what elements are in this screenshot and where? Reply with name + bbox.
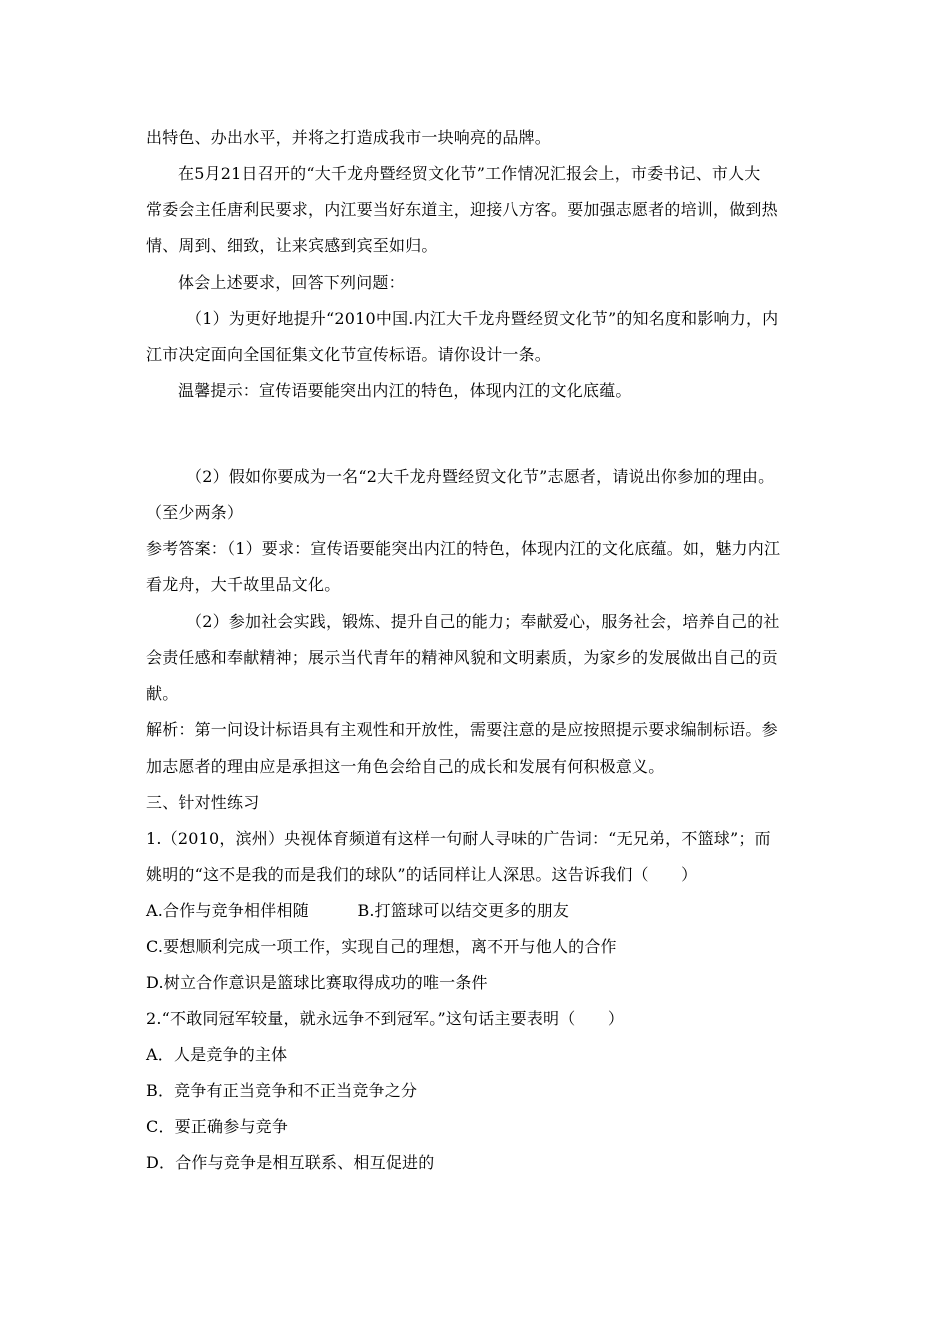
question-line: （1）为更好地提升“2010中国.内江大千龙舟暨经贸文化节”的知名度和影响力，内 <box>186 309 779 328</box>
option-line: A．人是竞争的主体 <box>146 1045 288 1064</box>
question-line: 江市决定面向全国征集文化节宣传标语。请你设计一条。 <box>146 345 552 364</box>
answer-line: 会责任感和奉献精神；展示当代青年的精神风貌和文明素质，为家乡的发展做出自己的贡 <box>146 648 778 667</box>
answer-line: （2）参加社会实践，锻炼、提升自己的能力；奉献爱心，服务社会，培养自己的社 <box>186 612 780 631</box>
option-line: A.合作与竞争相伴相随 B.打篮球可以结交更多的朋友 <box>146 901 570 920</box>
question-line: （至少两条） <box>146 503 244 522</box>
paragraph-line: 常委会主任唐利民要求，内江要当好东道主，迎接八方客。要加强志愿者的培训，做到热 <box>146 200 778 219</box>
answer-line: 献。 <box>146 684 179 703</box>
answer-line: 参考答案：（1）要求：宣传语要能突出内江的特色，体现内江的文化底蕴。如，魅力内江 <box>146 539 781 558</box>
analysis-line: 加志愿者的理由应是承担这一角色会给自己的成长和发展有何积极意义。 <box>146 757 665 776</box>
answer-line: 看龙舟，大千故里品文化。 <box>146 575 341 594</box>
option-line: D.树立合作意识是篮球比赛取得成功的唯一条件 <box>146 973 488 992</box>
hint-line: 温馨提示：宣传语要能突出内江的特色，体现内江的文化底蕴。 <box>178 381 632 400</box>
paragraph-line: 情、周到、细致，让来宾感到宾至如归。 <box>146 236 438 255</box>
question-line: 姚明的“这不是我的而是我们的球队”的话同样让人深思。这告诉我们（ ） <box>146 865 698 884</box>
paragraph-line: 在5月21日召开的“大千龙舟暨经贸文化节”工作情况汇报会上，市委书记、市人大 <box>178 164 761 183</box>
question-line: （2）假如你要成为一名“2大千龙舟暨经贸文化节”志愿者，请说出你参加的理由。 <box>186 467 775 486</box>
paragraph-line: 体会上述要求，回答下列问题： <box>178 273 405 292</box>
option-line: C.要想顺利完成一项工作，实现自己的理想，离不开与他人的合作 <box>146 937 617 956</box>
section-heading: 三、针对性练习 <box>146 793 260 812</box>
option-line: C．要正确参与竞争 <box>146 1117 289 1136</box>
option-line: B．竞争有正当竞争和不正当竞争之分 <box>146 1081 418 1100</box>
question-line: 2.“不敢同冠军较量，就永远争不到冠军。”这句话主要表明（ ） <box>146 1009 625 1028</box>
analysis-line: 解析：第一问设计标语具有主观性和开放性，需要注意的是应按照提示要求编制标语。参 <box>146 720 778 739</box>
question-line: 1.（2010，滨州）央视体育频道有这样一句耐人寻味的广告词：“无兄弟，不篮球”；而 <box>146 829 771 848</box>
paragraph-line: 出特色、办出水平，并将之打造成我市一块响亮的品牌。 <box>146 128 552 147</box>
option-line: D．合作与竞争是相互联系、相互促进的 <box>146 1153 435 1172</box>
